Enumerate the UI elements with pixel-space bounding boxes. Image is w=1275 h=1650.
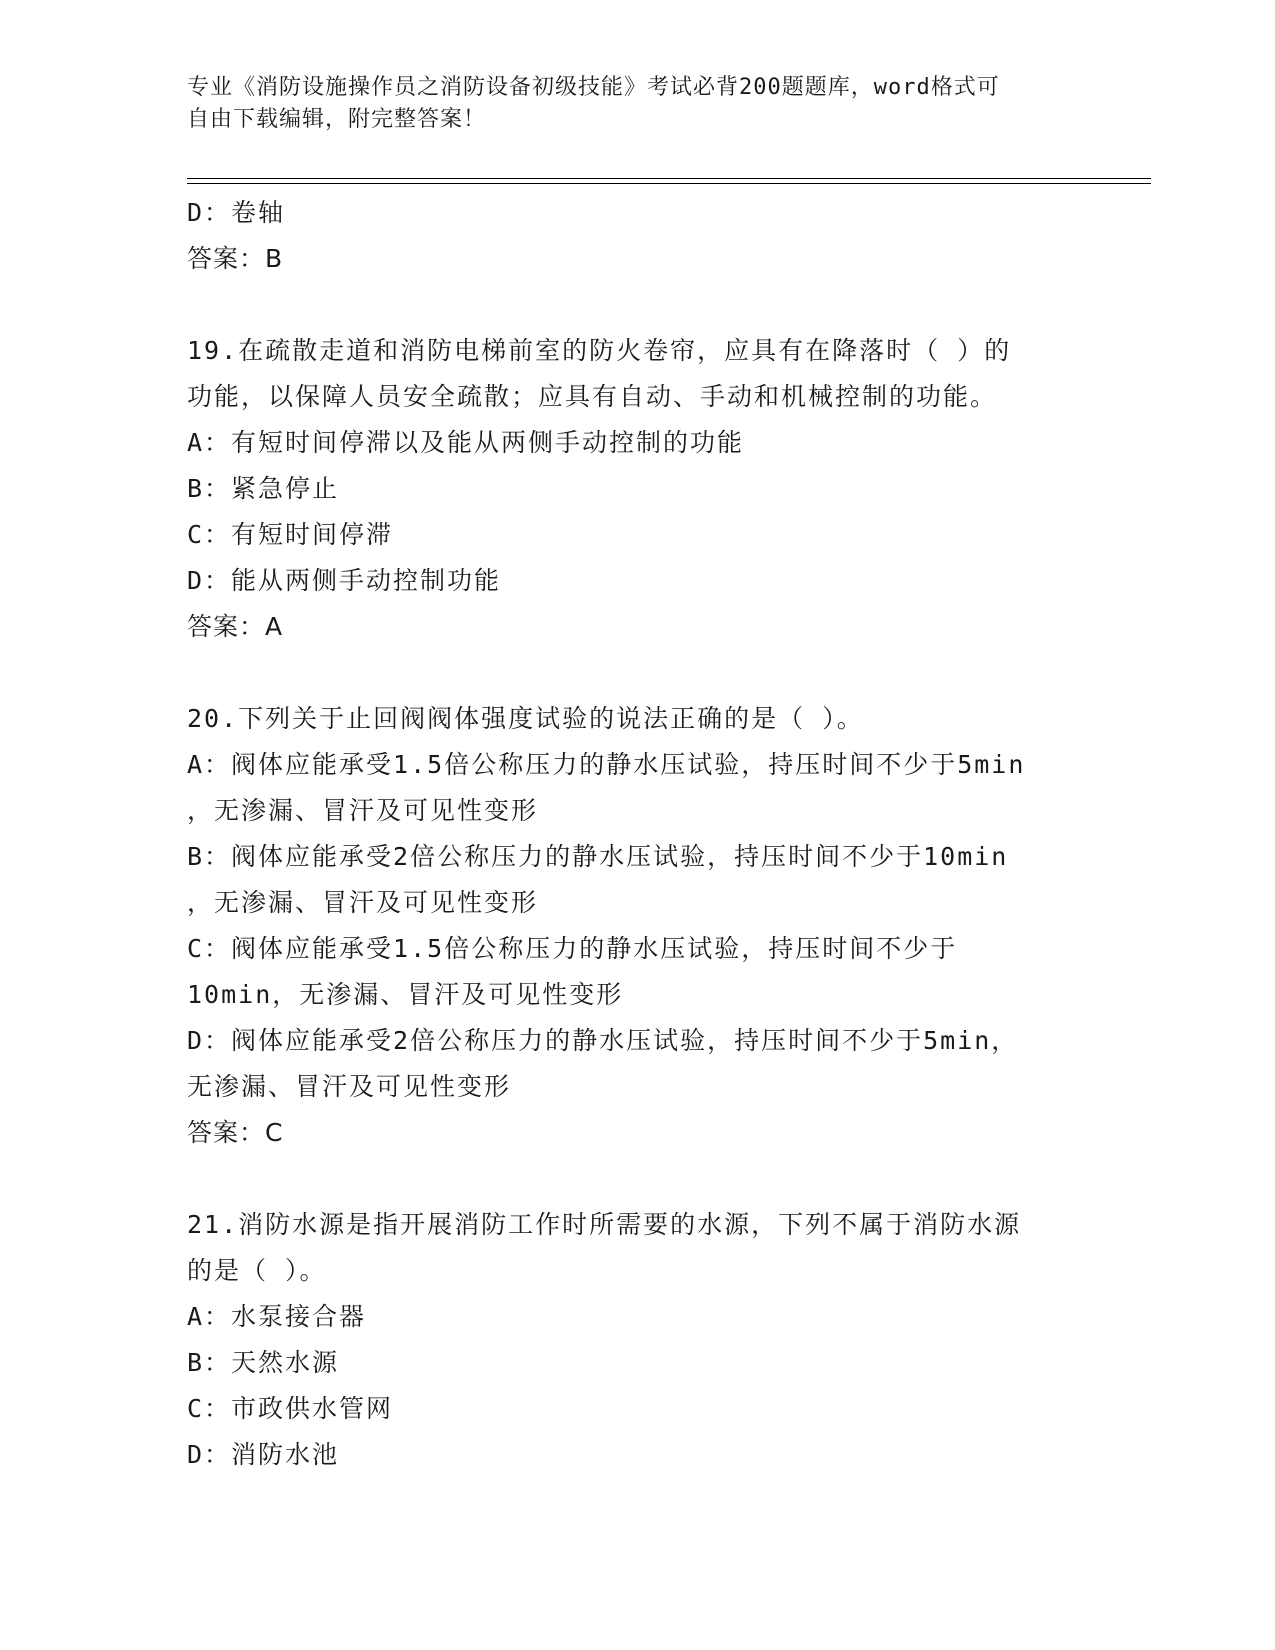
q21-stem-line-1: 21.消防水源是指开展消防工作时所需要的水源，下列不属于消防水源 — [187, 1210, 1022, 1239]
document-body — [187, 190, 1087, 1478]
q19-option-c: C：有短时间停滞 — [187, 520, 394, 549]
q20-option-d-line-2: 无渗漏、冒汗及可见性变形 — [187, 1072, 512, 1101]
q21-stem-line-2: 的是（ ）。 — [187, 1256, 327, 1285]
q20-option-a-line-1: A：阀体应能承受1.5倍公称压力的静水压试验，持压时间不少于5min — [187, 750, 1026, 779]
spacer — [187, 282, 1087, 328]
q20-stem: 20.下列关于止回阀阀体强度试验的说法正确的是（ ）。 — [187, 704, 864, 733]
spacer — [187, 650, 1087, 696]
q20-option-c-line-2: 10min，无渗漏、冒汗及可见性变形 — [187, 980, 624, 1009]
q20-option-d-line-1: D：阀体应能承受2倍公称压力的静水压试验，持压时间不少于5min， — [187, 1026, 1019, 1055]
q20-option-b-line-2: ，无渗漏、冒汗及可见性变形 — [187, 888, 539, 917]
header-divider-top — [187, 178, 1151, 179]
header-line-2: 自由下载编辑，附完整答案！ — [187, 107, 487, 132]
q19-answer: 答案：A — [187, 612, 284, 641]
prev-answer: 答案：B — [187, 244, 284, 273]
q19-option-b: B：紧急停止 — [187, 474, 340, 503]
q19-stem-line-1: 19.在疏散走道和消防电梯前室的防火卷帘，应具有在降落时（ ）的 — [187, 336, 1012, 365]
q21-option-a: A：水泵接合器 — [187, 1302, 367, 1331]
q21-option-d: D：消防水池 — [187, 1440, 340, 1469]
header-line-1: 专业《消防设施操作员之消防设备初级技能》考试必背200题题库，word格式可 — [187, 75, 1000, 100]
document-header — [187, 72, 1087, 136]
q20-option-a-line-2: ，无渗漏、冒汗及可见性变形 — [187, 796, 539, 825]
prev-option-d: D：卷轴 — [187, 198, 286, 227]
q21-option-c: C：市政供水管网 — [187, 1394, 394, 1423]
q20-option-c-line-1: C：阀体应能承受1.5倍公称压力的静水压试验，持压时间不少于 — [187, 934, 958, 963]
spacer — [187, 1156, 1087, 1202]
q19-option-a: A：有短时间停滞以及能从两侧手动控制的功能 — [187, 428, 745, 457]
q20-answer: 答案：C — [187, 1118, 284, 1147]
q19-stem-line-2: 功能，以保障人员安全疏散；应具有自动、手动和机械控制的功能。 — [187, 382, 998, 411]
q21-option-b: B：天然水源 — [187, 1348, 340, 1377]
q19-option-d: D：能从两侧手动控制功能 — [187, 566, 502, 595]
header-divider-bottom — [187, 183, 1151, 184]
q20-option-b-line-1: B：阀体应能承受2倍公称压力的静水压试验，持压时间不少于10min — [187, 842, 1009, 871]
